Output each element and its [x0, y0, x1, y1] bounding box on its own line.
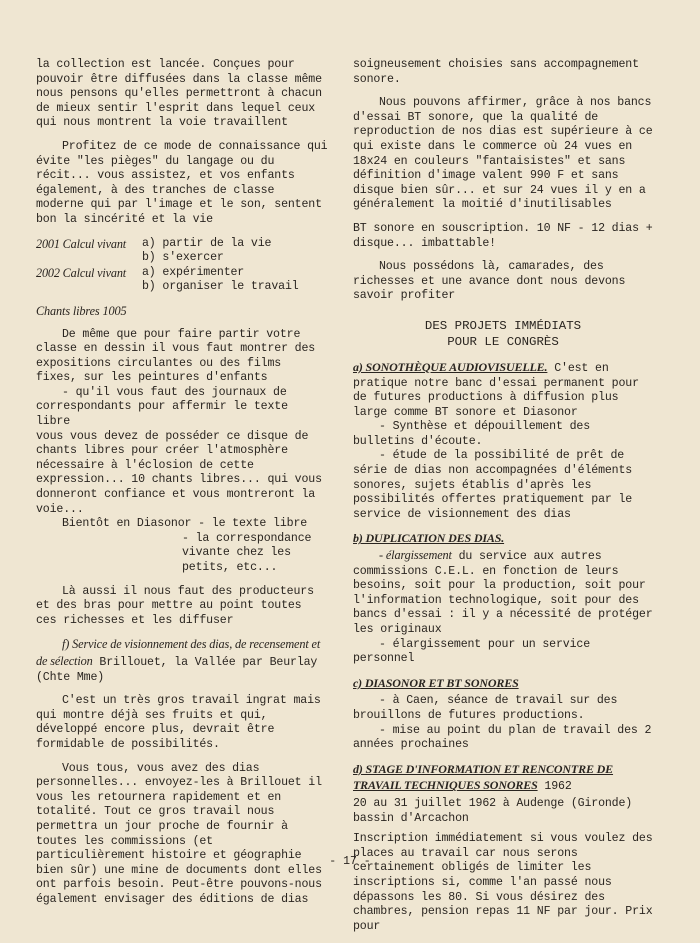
paragraph: - élargissement pour un service personnel [353, 637, 591, 666]
paragraph: Vous tous, vous avez des dias personnelles... envoyez-les à Brillouet il vous les retournera rapidement et en totalité. Tout ce gros travail nous permettra un jour proche de fournir à toutes les commissions (et particulièrement histoire et géographie bien sûr) une mine de documents dont elles ont parfois besoin. Peut-être pouvons-nous également envisager des éditions de dias [36, 761, 322, 906]
paragraph: Nous pouvons affirmer, grâce à nos bancs d'essai BT sonore, que la qualité de reproduction de nos dias est supérieure à ce qui existe dans le commerce où 24 vues en 18x24 en couleurs "fantaisistes" et sans définition d'image valent 990 F et sans disque bien sûr... et sur 24 vues il y en a généralement la moitié d'inutilisables [353, 96, 653, 212]
left-column [36, 58, 328, 916]
calc-label: 2001 Calcul vivant [36, 236, 127, 251]
subheading-b: b) DUPLICATION DES DIAS. [353, 531, 505, 546]
service-label: f) Service de visionnement des dias, de recensement et de sélection [36, 637, 321, 668]
paragraph: soigneusement choisies sans accompagnement sonore. [353, 58, 639, 86]
paragraph: De même que pour faire partir votre classe en dessin il vous faut montrer des expositions circulantes ou des films fixes, sur les peintures d'enfants [36, 327, 316, 385]
paragraph: - qu'il vous faut des journaux de correspondants pour affermir le texte libre [36, 385, 288, 429]
calc-label: 2002 Calcul vivant [36, 265, 127, 280]
paragraph: - étude de la possibilité de prêt de série de dias non accompagnées d'éléments sonores, sujets établis d'après les possibilités offertes pratiquement par le service de visionnement des dias [353, 449, 633, 521]
paragraph: Inscription immédiatement si vous voulez des places au travail car nous serons certainement obligés de limiter les inscriptions si, comme l'an passé nous dépassons les 80. Si vous désirez des chambres, pension repas 11 NF par jour. Prix pour [353, 832, 653, 933]
paragraph: BT sonore en souscription. 10 NF - 12 dias + disque... imbattable! [353, 221, 653, 250]
paragraph: Là aussi il nous faut des producteurs et des bras pour mettre au point toutes ces richesses et les diffuser [36, 584, 314, 627]
paragraph: 20 au 31 juillet 1962 à Audenge (Gironde) bassin d'Arcachon [353, 796, 633, 825]
section-heading [353, 318, 653, 350]
paragraph-text: C'est en pratique notre banc d'essai permanent pour de futures productions à diffusion plus large comme BT sonore et Diasonor [353, 361, 639, 419]
heading-line: DES PROJETS IMMÉDIATS [424, 318, 582, 333]
calc-label [36, 280, 142, 295]
paragraph [353, 360, 653, 420]
right-column [353, 58, 653, 943]
paragraph: Nous possédons là, camarades, des richesses et une avance dont nous devons savoir profiter [353, 260, 626, 303]
paragraph [36, 637, 328, 685]
calc-item: a) expérimenter [142, 265, 245, 279]
paragraph: vous vous devez de posséder ce disque de chants libres pour créer l'atmosphère nécessaire à l'éclosion de cette expression... 10 chants libres... qui vous donneront confiance et vous montreront la voie... [36, 429, 322, 516]
subheading-c: c) DIASONOR ET BT SONORES [353, 675, 519, 690]
paragraph: la collection est lancée. Conçues pour pouvoir être diffusées dans la classe même nous pensons qu'elles permettront à chacun de mieux sentir l'esprit dans lequel ceux qui nous montrent la voie travaillent [36, 58, 322, 130]
page-number: - 17 - [329, 855, 371, 868]
calc-item: b) organiser le travail [142, 280, 299, 294]
paragraph: - mise au point du plan de travail des 2 années prochaines [353, 723, 652, 752]
calc-item: b) s'exercer [142, 251, 224, 265]
chants-libres-label: Chants libres 1005 [36, 303, 127, 318]
calcul-vivant-list [36, 237, 328, 295]
paragraph: - élargissement du service aux autres commissions C.E.L. en fonction de leurs besoins, soit pour la production, soit pour l'information technologique, soit pour des bancs d'essai : il y a nécessité de protéger les originaux [353, 548, 653, 636]
paragraph: - Synthèse et dépouillement des bulletins d'écoute. [353, 420, 591, 448]
subheading-a: a) SONOTHÈQUE AUDIOVISUELLE. [353, 359, 548, 374]
paragraph: Profitez de ce mode de connaissance qui évite "les pièges" du langage ou du récit... vous assistez, et vos enfants également, à des tranches de classe moderne qui par l'image et le son, sentent bon la sincérité et la vie [36, 139, 328, 226]
heading-line: POUR LE CONGRÈS [447, 334, 559, 349]
service-address: Brillouet, la Vallée par Beurlay (Chte Mme) [36, 655, 318, 684]
paragraph: C'est un très gros travail ingrat mais qui montre déjà ses fruits et qui, développé encore plus, devrait être formidable de possibilités. [36, 694, 321, 751]
subheading-d: d) STAGE D'INFORMATION ET RENCONTRE DE TRAVAIL TECHNIQUES SONORES 1962 [353, 761, 614, 794]
paragraph: Bientôt en Diasonor - le texte libre [62, 517, 308, 531]
paragraph: - la correspondance vivante chez les petits, etc... [182, 531, 312, 574]
paragraph: - à Caen, séance de travail sur des brouillons de futures productions. [353, 694, 618, 722]
calc-item: a) partir de la vie [142, 236, 272, 250]
calc-label [36, 251, 142, 266]
